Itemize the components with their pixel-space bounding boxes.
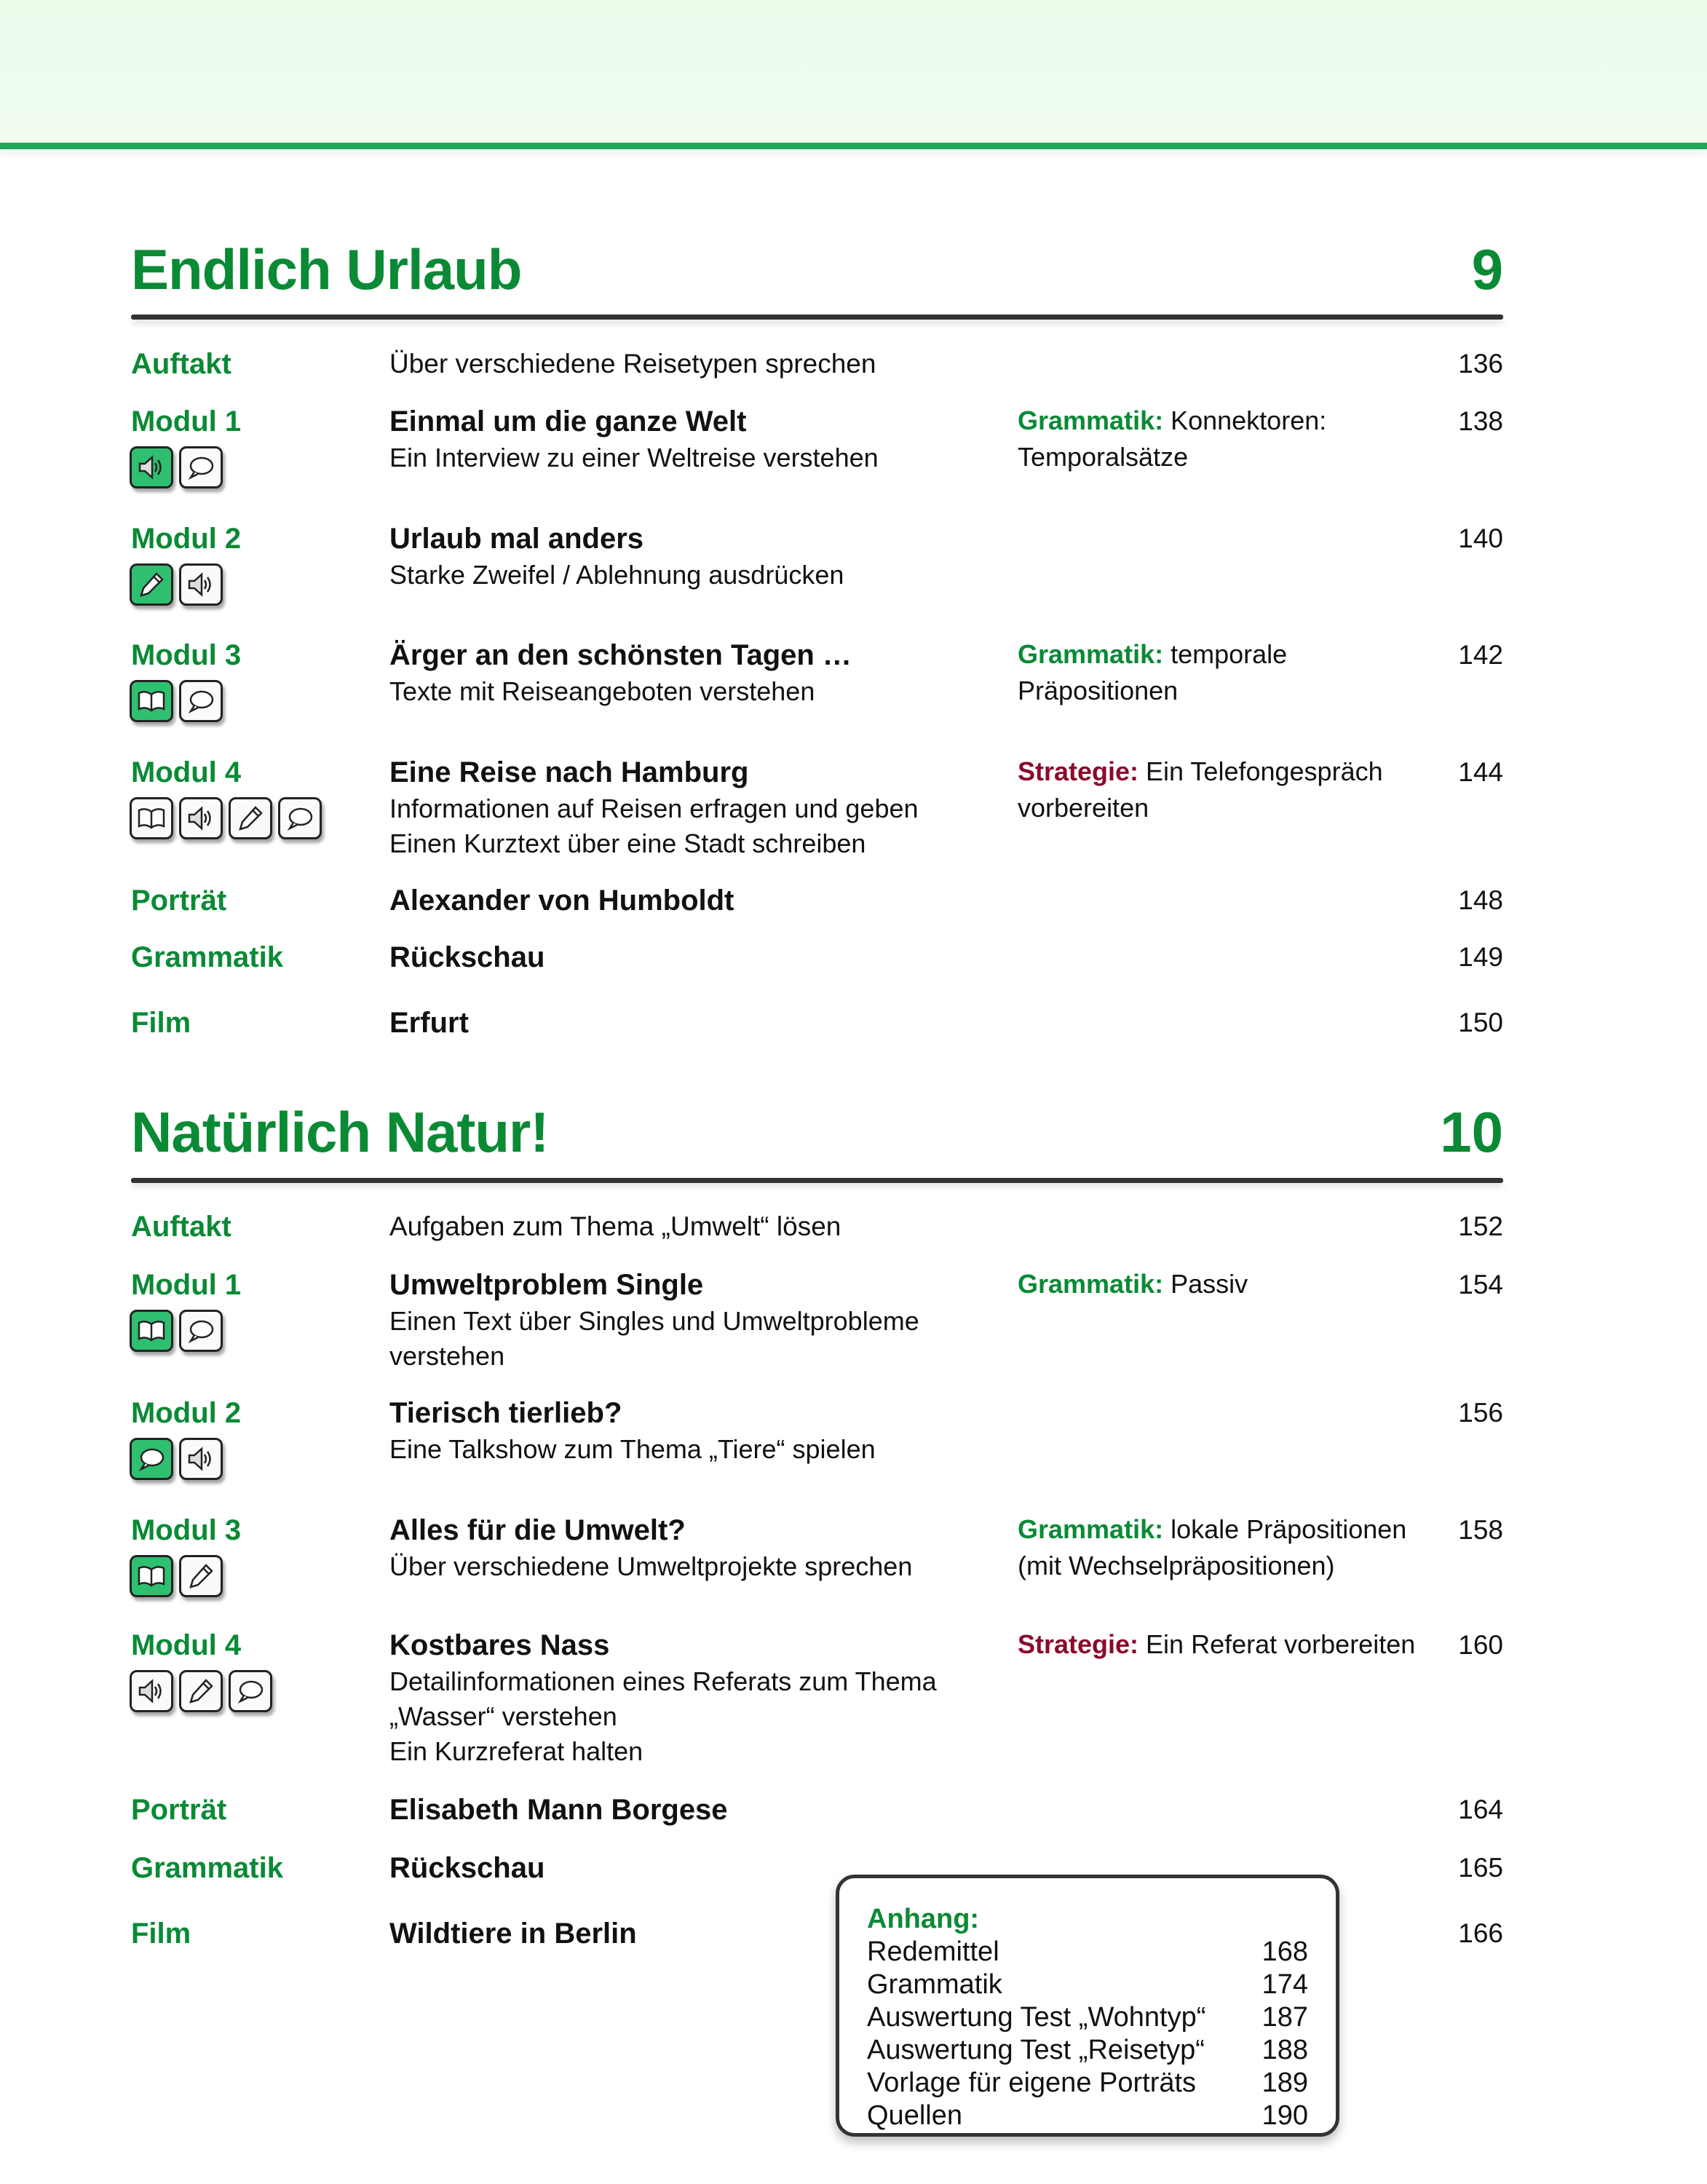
entry-label: Auftakt [131, 348, 231, 380]
entry-title[interactable]: Kostbares Nass [389, 1629, 610, 1661]
entry-label: Modul 3 [131, 639, 242, 671]
page-number: 149 [1458, 942, 1503, 972]
description-line: „Wasser“ verstehen [389, 1701, 617, 1731]
speaker-icon [130, 446, 173, 488]
appendix-heading: Anhang: [867, 1904, 980, 1934]
entry-description [389, 1304, 986, 1374]
bubble-icon [229, 1670, 272, 1712]
entry-label: Modul 1 [131, 405, 242, 438]
book-icon [130, 680, 173, 722]
entry-description [389, 1664, 986, 1769]
note-text: Passiv [1163, 1269, 1248, 1299]
appendix-item-label: Auswertung Test „Wohntyp“ [867, 2002, 1206, 2033]
entry-title[interactable]: Alles für die Umwelt? [389, 1514, 686, 1546]
entry-description [389, 558, 986, 593]
bubble-icon [179, 1310, 223, 1352]
appendix-item-page: 190 [1262, 2100, 1308, 2131]
pencil-icon [179, 1555, 223, 1597]
note-text: temporale Präpositionen [1018, 639, 1288, 705]
appendix-item-page: 188 [1262, 2035, 1308, 2065]
page-number: 150 [1458, 1008, 1503, 1037]
chapter-rule [131, 314, 1503, 320]
entry-title[interactable]: Erfurt [389, 1007, 469, 1039]
entry-title[interactable]: Wildtiere in Berlin [389, 1918, 637, 1950]
description-line: Detailinformationen eines Referats zum Thema [389, 1666, 937, 1696]
entry-description [389, 440, 986, 475]
entry-title[interactable]: Aufgaben zum Thema „Umwelt“ lösen [389, 1211, 841, 1241]
entry-note [1018, 636, 1447, 709]
speaker-icon [130, 1670, 173, 1712]
entry-note [1018, 1626, 1447, 1663]
speaker-icon [179, 797, 223, 839]
appendix-item-page: 187 [1262, 2002, 1308, 2033]
pencil-icon [179, 1670, 223, 1712]
pencil-icon [229, 797, 272, 839]
entry-title[interactable]: Alexander von Humboldt [389, 885, 734, 917]
speaker-icon [179, 1438, 223, 1480]
description-line: Starke Zweifel / Ablehnung ausdrücken [389, 560, 844, 590]
entry-note [1018, 1266, 1447, 1302]
note-label: Strategie: [1018, 756, 1139, 786]
page-number: 144 [1458, 757, 1503, 787]
entry-label: Modul 3 [131, 1514, 242, 1546]
appendix-item-label: Auswertung Test „Reisetyp“ [867, 2035, 1205, 2065]
skill-icons [130, 1438, 223, 1480]
appendix-item-label: Redemittel [867, 1936, 999, 1967]
description-line: Über verschiedene Umweltprojekte sprechen [389, 1551, 913, 1581]
skill-icons [130, 446, 223, 488]
entry-description [389, 1549, 986, 1584]
appendix-item[interactable] [867, 1936, 1308, 1969]
page-number: 154 [1458, 1270, 1503, 1299]
page-number: 148 [1458, 885, 1503, 915]
note-label: Grammatik: [1018, 1514, 1164, 1544]
chapter-rule [131, 1178, 1503, 1183]
description-line: Informationen auf Reisen erfragen und geben [389, 794, 919, 823]
entry-description [389, 791, 986, 861]
header-band [0, 0, 1707, 144]
page-number: 158 [1458, 1515, 1503, 1545]
header-divider [0, 143, 1707, 149]
appendix-item[interactable] [867, 2034, 1308, 2067]
appendix-item-page: 174 [1262, 1969, 1308, 2000]
note-text: Ein Referat vorbereiten [1138, 1629, 1416, 1659]
skill-icons [130, 1310, 223, 1352]
page-number: 138 [1458, 406, 1503, 436]
entry-label: Modul 1 [131, 1269, 242, 1301]
entry-label: Grammatik [131, 1852, 283, 1884]
entry-label: Modul 2 [131, 523, 242, 555]
note-label: Grammatik: [1018, 639, 1164, 669]
note-label: Grammatik: [1018, 405, 1164, 435]
entry-title[interactable]: Urlaub mal anders [389, 523, 644, 555]
description-line: Ein Interview zu einer Weltreise verstehen [389, 443, 879, 472]
entry-title[interactable]: Rückschau [389, 941, 545, 973]
bubble-icon [179, 446, 223, 488]
page-number: 152 [1458, 1211, 1503, 1241]
appendix-item-label: Vorlage für eigene Porträts [867, 2068, 1197, 2098]
skill-icons [130, 1670, 272, 1712]
entry-label: Auftakt [131, 1211, 231, 1243]
appendix-item-label: Grammatik [867, 1969, 1002, 2000]
page-number: 142 [1458, 640, 1503, 670]
entry-note [1018, 753, 1447, 826]
appendix-item-page: 168 [1262, 1936, 1308, 1967]
appendix-item[interactable] [867, 2001, 1308, 2034]
chapter-number: 9 [1471, 237, 1503, 301]
entry-label: Film [131, 1918, 191, 1950]
book-icon [130, 1310, 173, 1352]
page-number: 166 [1458, 1918, 1503, 1948]
chapter-title: Natürlich Natur! [131, 1100, 549, 1164]
entry-title[interactable]: Rückschau [389, 1852, 545, 1884]
skill-icons [130, 1555, 223, 1597]
entry-label: Modul 4 [131, 756, 242, 788]
page-number: 136 [1458, 349, 1503, 379]
description-line: verstehen [389, 1341, 505, 1371]
entry-label: Grammatik [131, 941, 283, 973]
entry-note [1018, 403, 1447, 475]
note-label: Grammatik: [1018, 1269, 1164, 1299]
page-number: 140 [1458, 523, 1503, 553]
speaker-icon [179, 563, 223, 606]
entry-title[interactable]: Elisabeth Mann Borgese [389, 1794, 728, 1826]
entry-label: Porträt [131, 1794, 227, 1826]
appendix-box [836, 1875, 1339, 2137]
appendix-item-page: 189 [1262, 2068, 1308, 2098]
skill-icons [130, 563, 223, 606]
skill-icons [130, 680, 223, 722]
description-line: Ein Kurzreferat halten [389, 1736, 643, 1766]
bubble-icon [278, 797, 322, 839]
note-text: Ein Telefongespräch vorbereiten [1018, 756, 1383, 823]
entry-title[interactable]: Einmal um die ganze Welt [389, 405, 747, 438]
entry-label: Film [131, 1007, 191, 1039]
description-line: Texte mit Reiseangeboten verstehen [389, 676, 815, 706]
entry-note [1018, 1511, 1447, 1584]
entry-label: Porträt [131, 885, 227, 917]
entry-title[interactable]: Umweltproblem Single [389, 1269, 704, 1301]
book-icon [130, 797, 173, 839]
appendix-item-label: Quellen [867, 2100, 962, 2131]
appendix-item[interactable] [867, 2100, 1308, 2132]
page-number: 164 [1458, 1795, 1503, 1824]
appendix-item[interactable] [867, 2067, 1308, 2100]
entry-title[interactable]: Tierisch tierlieb? [389, 1397, 622, 1429]
description-line: Eine Talkshow zum Thema „Tiere“ spielen [389, 1434, 876, 1464]
bubble-icon [130, 1438, 173, 1480]
entry-label: Modul 4 [131, 1629, 242, 1661]
page-number: 160 [1458, 1630, 1503, 1660]
note-label: Strategie: [1018, 1629, 1139, 1659]
book-icon [130, 1555, 173, 1597]
description-line: Einen Text über Singles und Umweltprobleme [389, 1306, 919, 1336]
appendix-item[interactable] [867, 1969, 1308, 2001]
chapter-number: 10 [1440, 1100, 1503, 1164]
entry-description [389, 1432, 986, 1467]
description-line: Einen Kurztext über eine Stadt schreiben [389, 828, 866, 858]
skill-icons [130, 797, 322, 839]
entry-description [389, 674, 986, 709]
entry-title[interactable]: Eine Reise nach Hamburg [389, 756, 749, 788]
entry-title[interactable]: Ärger an den schönsten Tagen … [389, 639, 852, 671]
chapter-title: Endlich Urlaub [131, 237, 522, 301]
entry-title[interactable]: Über verschiedene Reisetypen sprechen [389, 349, 876, 379]
pencil-icon [130, 563, 173, 606]
page-number: 156 [1458, 1398, 1503, 1428]
note-text: lokale Präpositionen (mit Wechselpräpositionen) [1018, 1514, 1407, 1580]
note-text: Konnektoren: Temporalsätze [1018, 405, 1327, 472]
bubble-icon [179, 680, 223, 722]
page-number: 165 [1458, 1853, 1503, 1883]
entry-label: Modul 2 [131, 1397, 242, 1429]
